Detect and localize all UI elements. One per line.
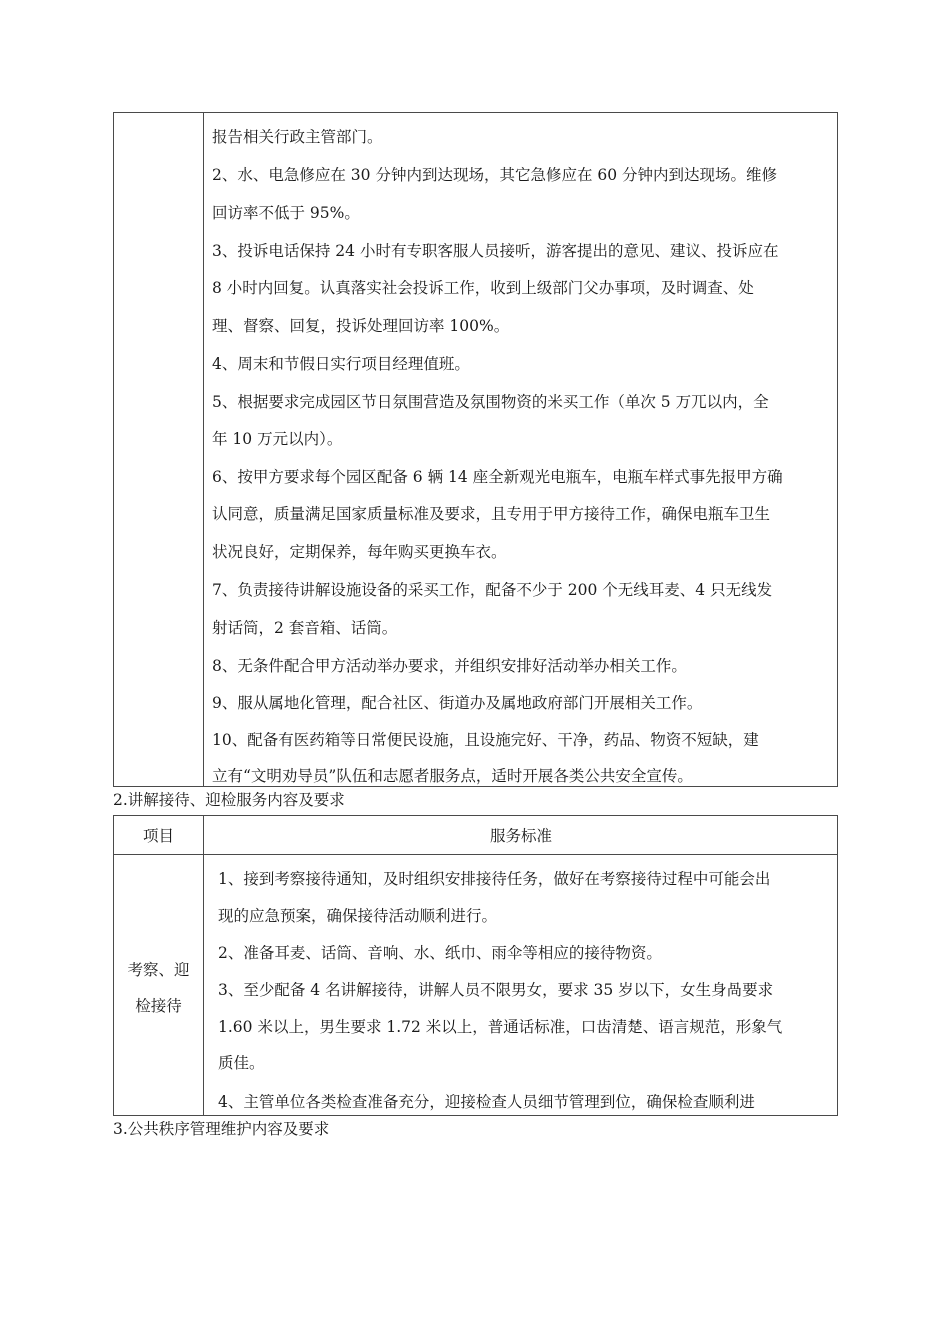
table-line: 4、周末和节假日实行项目经理值班。 — [212, 355, 470, 373]
table-line: 2、水、电急修应在 30 分钟内到达现场，其它急修应在 60 分钟内到达现场。维修 — [212, 166, 778, 184]
table-line: 1、接到考察接待通知，及时组织安排接待任务，做好在考察接待过程中可能会出 — [218, 870, 771, 888]
table-line: 理、督察、回复，投诉处理回访率 100%。 — [212, 317, 510, 335]
column-divider — [203, 816, 204, 1115]
column-divider — [203, 113, 204, 786]
header-service-standard: 服务标准 — [489, 827, 552, 845]
table-line: 8、无条件配合甲方活动举办要求，并组织安排好活动举办相关工作。 — [212, 657, 687, 675]
table-line: 7、负责接待讲解设施设备的采买工作，配备不少于 200 个无线耳麦、4 只无线发 — [212, 581, 773, 599]
table-line: 3、投诉电话保持 24 小时有专职客服人员接听，游客提出的意见、建议、投诉应在 — [212, 242, 779, 260]
table-line: 2、准备耳麦、话筒、音响、水、纸巾、雨伞等相应的接待物资。 — [218, 944, 662, 962]
table-line: 报告相关行政主管部门。 — [212, 128, 383, 146]
section-2-heading: 2.讲解接待、迎检服务内容及要求 — [113, 791, 345, 809]
table-line: 3、至少配备 4 名讲解接待，讲解人员不限男女，要求 35 岁以下，女生身咼要求 — [218, 981, 774, 999]
service-requirements-table-continued — [113, 112, 838, 787]
header-rule — [114, 854, 837, 855]
table-line: 年 10 万元以内）。 — [212, 430, 343, 448]
table-line: 6、按甲方要求每个园区配备 6 辆 14 座全新观光电瓶车，电瓶车样式事先报甲方确 — [212, 468, 783, 486]
table-line: 1.60 米以上，男生要求 1.72 米以上，普通话标准，口齿清楚、语言规范，形象气 — [218, 1018, 783, 1036]
table-line: 立有“文明劝导员”队伍和志愿者服务点，适时开展各类公共安全宣传。 — [212, 767, 693, 785]
section-3-heading: 3.公共秩序管理维护内容及要求 — [113, 1120, 330, 1138]
table-line: 状况良好，定期保养，每年购买更换车衣。 — [212, 543, 507, 561]
table-line: 9、服从属地化管理，配合社区、街道办及属地政府部门开展相关工作。 — [212, 694, 703, 712]
table-line: 4、主管单位各类检查准备充分，迎接检查人员细节管理到位，确保检查顺利进 — [218, 1093, 755, 1111]
table-line: 认同意，质量满足国家质量标准及要求，且专用于甲方接待工作，确保电瓶车卫生 — [212, 505, 771, 523]
table-line: 8 小时内回复。认真落实社会投诉工作，收到上级部门父办事项，及时调查、处 — [212, 279, 754, 297]
table-line: 现的应急预案，确保接待活动顺利进行。 — [218, 907, 498, 925]
header-item: 项目 — [142, 827, 174, 845]
row-label-line: 检接待 — [135, 997, 182, 1015]
table-line: 5、根据要求完成园区节日氛围营造及氛围物资的米买工作（单次 5 万兀以内，全 — [212, 393, 769, 411]
table-line: 10、配备有医药箱等日常便民设施，且设施完好、干净，药品、物资不短缺，建 — [212, 731, 759, 749]
row-label-line: 考察、迎 — [127, 961, 190, 979]
table-line: 回访率不低于 95%。 — [212, 204, 360, 222]
table-line: 质佳。 — [218, 1054, 265, 1072]
reception-inspection-table — [113, 815, 838, 1116]
table-line: 射话筒，2 套音箱、话筒。 — [212, 619, 398, 637]
